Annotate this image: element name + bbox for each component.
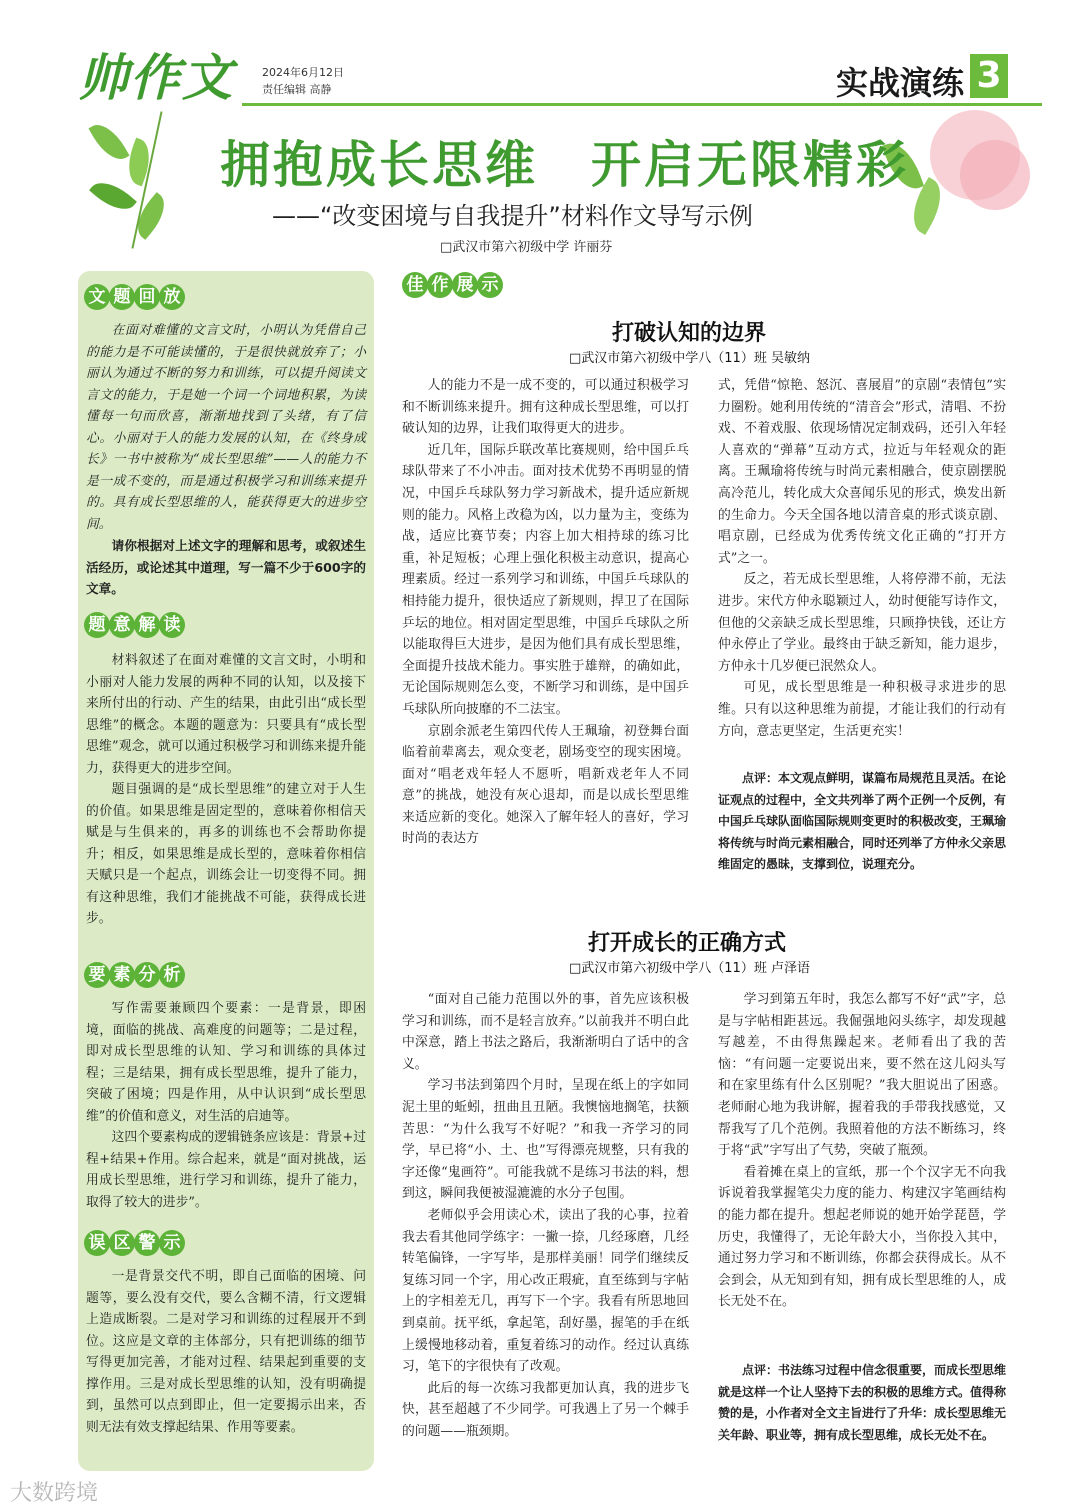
- essay1-paragraph: 反之，若无成长型思维，人将停滞不前，无法进步。宋代方仲永聪颖过人，幼时便能写诗作文，但他的父亲缺乏成长型思维，只顾挣快钱，还让方仲永停止了学业。最终由于缺乏新知，能力退步，方仲永十几岁便已泯然众人。: [718, 572, 1006, 674]
- interpret-paragraph: 材料叙述了在面对难懂的文言文时，小明和小丽对人能力发展的两种不同的认知，以及接下来所付出的行动、产生的结果，由此引出“成长型思维”的概念。本题的题意为：只要具有“成长型思维”观念，就可以通过积极学习和训练来提升能力，获得更大的进步空间。: [86, 653, 366, 776]
- essay2-paragraph: 看着摊在桌上的宣纸，那一个个汉字无不向我诉说着我掌握笔尖力度的能力、构建汉字笔画结构的能力都在提升。想起老师说的她开始学琵琶，学历史，我懂得了，无论年龄大小，当你投入其中，通过努力学习和不断训练，你都会获得成长。从不会到会，从无知到有知，拥有成长型思维的人，成长无处不在。: [718, 1164, 1006, 1310]
- essay1-paragraph: 式，凭借“惊艳、怒沉、喜展眉”的京剧“表情包”实力圈粉。她利用传统的“清音会”形式，清唱、不扮戏、不着戏服、依现场情况定制戏码，还引入年轻人喜欢的“弹幕”互动方式，拉近与年轻观众的距离。王珮瑜将传统与时尚元素相融合，使京剧摆脱高冷范儿，转化成大众喜闻乐见的形式，焕发出新的生命力。今天全国各地以清音桌的形式谈京剧、唱京剧，已经成为优秀传统文化正确的“打开方式”之一。: [718, 378, 1006, 566]
- essay1-paragraph: 可见，成长型思维是一种积极寻求进步的思维。只有以这种思维为前提，才能让我们的行动有方向，意志更坚定，生活更充实！: [718, 680, 1006, 739]
- tag-char: 题: [84, 612, 110, 638]
- editor-name: 责任编辑 高静: [262, 83, 332, 96]
- elements-paragraph: 这四个要素构成的逻辑链条应该是：背景+过程+结果+作用。综合起来，就是“面对挑战，运用成长型思维，进行学习和训练，提升了能力，取得了较大的进步”。: [86, 1130, 366, 1210]
- tag-char: 要: [84, 962, 110, 988]
- essay1-paragraph: 近几年，国际乒联改革比赛规则，给中国乒乓球队带来了不小冲击。面对技术优势不再明显的情况，中国乒乓球队努力学习新战术，提升适应新规则的能力。风格上改稳为凶，以力量为主，变练为战，适应比赛节奏；内容上加大相持球的练习比重，补足短板；心理上强化积极主动意识，提高心理素质。经过一系列学习和训练，中国乒乓球队的相持能力提升，很快适应了新规则，捍卫了在国际乒坛的地位。相对固定型思维，中国乒乓球队之所以能取得巨大进步，是因为他们具有成长型思维，全面提升技战术能力。事实胜于雄辩，的确如此，无论国际规则怎么变，不断学习和训练，是中国乒乓球队所向披靡的不二法宝。: [402, 442, 689, 717]
- section-tag-elements: [84, 962, 184, 988]
- interpret-paragraph: 题目强调的是“成长型思维”的建立对于人生的价值。如果思维是固定型的，意味着你相信天赋是与生俱来的，再多的训练也不会帮助你提升；相反，如果思维是成长型的，意味着你相信天赋只是一个起点，训练会让一切变得不同。拥有这种思维，我们才能挑战不可能，获得成长进步。: [86, 782, 366, 926]
- tag-char: 回: [134, 284, 160, 310]
- essay2-comment-text: 点评：书法练习过程中信念很重要，而成长型思维就是这样一个让人坚持下去的积极的思维方式。值得称赞的是，小作者对全文主旨进行了升华：成长型思维无关年龄、职业等，拥有成长型思维，成长无处不在。: [718, 1363, 1007, 1442]
- elements-paragraph: 写作需要兼顾四个要素：一是背景，即困境，面临的挑战、高难度的问题等；二是过程，即对成长型思维的认知、学习和训练的具体过程；三是结果，拥有成长型思维，提升了能力，突破了困境；四是作用，从中认识到“成长型思维”的价值和意义，对生活的启迪等。: [86, 1001, 366, 1124]
- essay2-title: 打开成长的正确方式: [588, 931, 787, 956]
- issue-meta: [262, 64, 344, 98]
- elements-text: [86, 998, 366, 1213]
- essay2-paragraph: 学习书法到第四个月时，呈现在纸上的字如同泥土里的蚯蚓，扭曲且丑陋。我懊恼地搁笔，扶额苦思：“为什么我写不好呢？”和我一齐学习的同学，早已将“小、土、也”写得漂亮规整，只有我的字还像“鬼画符”。可能我就不是练习书法的料，想到这，瞬间我便被湿漉漉的水分子包围。: [402, 1078, 689, 1202]
- page-headline: 拥抱成长思维 开启无限精彩: [220, 136, 909, 194]
- section-tag-showcase: [402, 272, 502, 298]
- essay1-title: 打破认知的边界: [612, 321, 767, 346]
- header-rule: [242, 103, 1042, 106]
- tag-char: 佳: [402, 272, 428, 298]
- essay1-byline: □武汉市第六初级中学八（11）班 吴敏纳: [569, 351, 810, 366]
- essay1-column-1: [402, 375, 689, 850]
- tag-char: 作: [427, 272, 453, 298]
- tag-char: 题: [109, 284, 135, 310]
- essay2-comment: [718, 1360, 1006, 1446]
- tag-char: 文: [84, 284, 110, 310]
- tag-char: 素: [109, 962, 135, 988]
- newspaper-logo: 帅作文: [78, 48, 234, 107]
- watermark-text: 大数跨境: [10, 1481, 99, 1506]
- tag-char: 展: [452, 272, 478, 298]
- tag-char: 解: [134, 612, 160, 638]
- section-title: 实战演练: [835, 64, 964, 102]
- tag-char: 分: [134, 962, 160, 988]
- flower-decoration-right: [890, 110, 1040, 230]
- tag-char: 析: [159, 962, 185, 988]
- prompt-instruction: 请你根据对上述文字的理解和思考，或叙述生活经历，或论述其中道理，写一篇不少于600字的文章。: [86, 538, 366, 596]
- interpret-text: [86, 650, 366, 930]
- tag-char: 放: [159, 284, 185, 310]
- section-tag-review: [84, 284, 184, 310]
- essay2-paragraph: 老师似乎会用读心术，读出了我的心事，拉着我去看其他同学练字：一撇一捺，几经琢磨，几经转笔偏锋，一字写毕，是那样美丽！同学们继续反复练习同一个字，用心改正瑕疵，直至练到与字帖上的字相差无几，再写下一个字。我看有所思地回到桌前。抚平纸，拿起笔，刮好墨，握笔的手在纸上缓慢地移动着，重复着练习的动作。经过认真练习，笔下的字很快有了改观。: [402, 1207, 689, 1375]
- tag-char: 警: [134, 1230, 160, 1256]
- section-tag-pitfalls: [84, 1230, 184, 1256]
- pitfalls-paragraph: 一是背景交代不明，即自己面临的困境、问题等，要么没有交代，要么含糊不清，行文逻辑上造成断裂。二是对学习和训练的过程展开不到位。这应是文章的主体部分，只有把训练的细节写得更加完善，才能对过程、结果起到重要的支撑作用。三是对成长型思维的认知，没有明确提到，虽然可以点到即止，但一定要揭示出来，否则无法有效支撑起结果、作用等要素。: [86, 1269, 366, 1435]
- essay2-paragraph: 学习到第五年时，我怎么都写不好“武”字，总是与字帖相距甚远。我倔强地闷头练字，却发现越写越差，不由得焦躁起来。老师看出了我的苦恼：“有问题一定要说出来，要不然在这儿闷头写和在家里练有什么区别呢？”我大胆说出了困惑。老师耐心地为我讲解，握着我的手带我找感觉，又帮我写了几个范例。我照着他的方法不断练习，终于将“武”字写出了气势，突破了瓶颈。: [718, 992, 1006, 1159]
- tag-char: 示: [477, 272, 503, 298]
- essay1-column-2: [718, 375, 1006, 742]
- prompt-text: [86, 320, 366, 600]
- tag-char: 误: [84, 1230, 110, 1256]
- essay1-paragraph: 人的能力不是一成不变的，可以通过积极学习和不断训练来提升。拥有这种成长型思维，可以打破认知的边界，让我们取得更大的进步。: [402, 378, 689, 437]
- prompt-material: 在面对难懂的文言文时，小明认为凭借自己的能力是不可能读懂的，于是很快就放弃了；小丽认为通过不断的努力和训练，可以提升阅读文言文的能力，于是她一个词一个词地积累，为读懂每一句而欣喜，渐渐地找到了头绪，有了信心。小丽对于人的能力发展的认知，在《终身成长》一书中被称为“成长型思维”——人的能力不是一成不变的，而是通过积极学习和训练来提升的。具有成长型思维的人，能获得更大的进步空间。: [86, 323, 366, 532]
- essay2-paragraph: 此后的每一次练习我都更加认真，我的进步飞快，甚至超越了不少同学。可我遇上了另一个棘手的问题——瓶颈期。: [402, 1380, 689, 1439]
- essay1-comment: [718, 768, 1006, 876]
- essay2-paragraph: “面对自己能力范围以外的事，首先应该积极学习和训练，而不是轻言放弃。”以前我并不明白此中深意，踏上书法之路后，我渐渐明白了话中的含义。: [402, 992, 689, 1072]
- page-byline: □武汉市第六初级中学 许丽芬: [440, 240, 613, 255]
- tag-char: 读: [159, 612, 185, 638]
- essay2-column-2: [718, 989, 1006, 1313]
- essay2-column-1: [402, 989, 689, 1442]
- essay1-comment-text: 点评：本文观点鲜明，谋篇布局规范且灵活。在论证观点的过程中，全文共列举了两个正例一个反例，有中国乒乓球队面临国际规则变更时的积极改变，王珮瑜将传统与时尚元素相融合，同时还列举了方仲永父亲思维固定的愚昧，支撑到位，说理充分。: [718, 771, 1007, 871]
- tag-char: 示: [159, 1230, 185, 1256]
- section-tag-interpret: [84, 612, 184, 638]
- tag-char: 区: [109, 1230, 135, 1256]
- essay1-paragraph: 京剧余派老生第四代传人王珮瑜，初登舞台面临着前辈离去，观众变老，剧场变空的现实困境。面对“唱老戏年轻人不愿听，唱新戏老年人不同意”的挑战，她没有灰心退却，而是以成长型思维来适应新的变化。她深入了解年轻人的喜好，学习时尚的表达方: [402, 723, 689, 847]
- essay2-byline: □武汉市第六初级中学八（11）班 卢泽语: [569, 961, 810, 976]
- pitfalls-text: [86, 1266, 366, 1438]
- tag-char: 意: [109, 612, 135, 638]
- page-number-badge: 3: [970, 54, 1008, 98]
- issue-date: 2024年6月12日: [262, 66, 344, 79]
- page-subtitle: ——“改变困境与自我提升”材料作文导写示例: [272, 202, 753, 230]
- leaf-decoration-left: [88, 110, 208, 250]
